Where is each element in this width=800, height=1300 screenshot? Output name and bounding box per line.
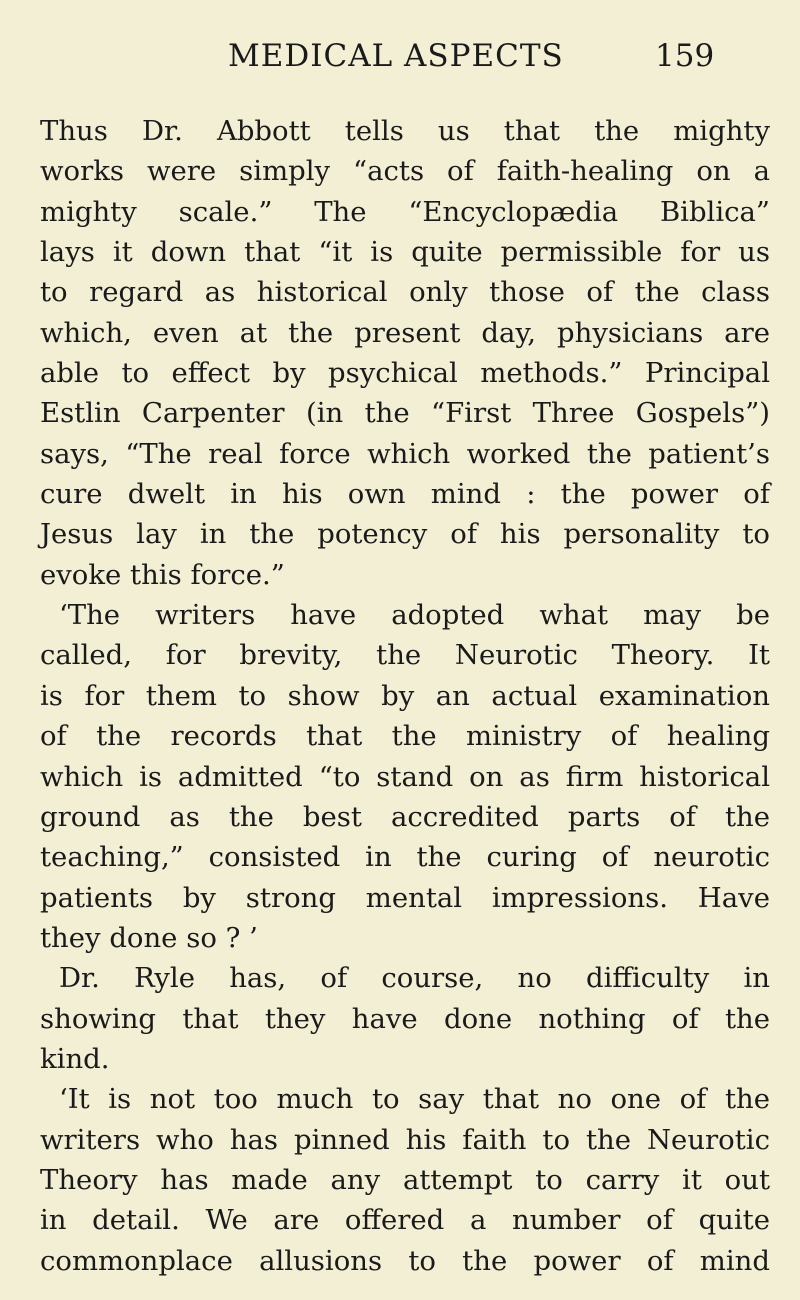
body-text: [40, 111, 770, 1281]
text-line: which is admitted “to stand on as firm historical: [40, 760, 770, 793]
text-line: they done so ? ’: [40, 921, 258, 954]
text-line: ground as the best accredited parts of the: [40, 800, 770, 833]
text-line: Theory has made any attempt to carry it out: [40, 1163, 770, 1196]
text-line: to regard as historical only those of the class: [40, 276, 770, 309]
text-line: evoke this force.”: [40, 558, 285, 591]
text-line: of the records that the ministry of healing: [40, 720, 770, 753]
text-line: mighty scale.” The “Encyclopædia Biblica”: [40, 195, 770, 228]
text-line: Estlin Carpenter (in the “First Three Gospels”): [40, 397, 770, 430]
text-line: showing that they have done nothing of the: [40, 1002, 770, 1035]
text-line: Jesus lay in the potency of his personality to: [40, 518, 770, 551]
text-line: called, for brevity, the Neurotic Theory. It: [40, 639, 770, 672]
text-line: able to effect by psychical methods.” Principal: [40, 357, 770, 390]
text-line: which, even at the present day, physicians are: [40, 316, 770, 349]
text-line: lays it down that “it is quite permissible for us: [40, 236, 770, 269]
text-line: ‘It is not too much to say that no one of the: [59, 1083, 770, 1116]
text-line: commonplace allusions to the power of mind: [40, 1244, 770, 1277]
text-line: Dr. Ryle has, of course, no difficulty in: [59, 962, 770, 995]
text-line: is for them to show by an actual examination: [40, 679, 770, 712]
text-line: cure dwelt in his own mind : the power of: [40, 478, 770, 511]
text-line: in detail. We are offered a number of quite: [40, 1204, 770, 1237]
text-line: ‘The writers have adopted what may be: [59, 599, 770, 632]
text-line: patients by strong mental impressions. Have: [40, 881, 770, 914]
text-line: Thus Dr. Abbott tells us that the mighty: [40, 115, 770, 147]
running-head: MEDICAL ASPECTS: [228, 38, 564, 74]
page-header: [0, 38, 800, 78]
text-line: teaching,” consisted in the curing of neurotic: [40, 841, 770, 874]
text-line: kind.: [40, 1042, 110, 1075]
text-line: works were simply “acts of faith-healing on a: [40, 155, 770, 188]
page-number: 159: [655, 38, 715, 74]
text-line: writers who has pinned his faith to the Neurotic: [40, 1123, 770, 1156]
text-line: says, “The real force which worked the patient’s: [40, 437, 770, 470]
